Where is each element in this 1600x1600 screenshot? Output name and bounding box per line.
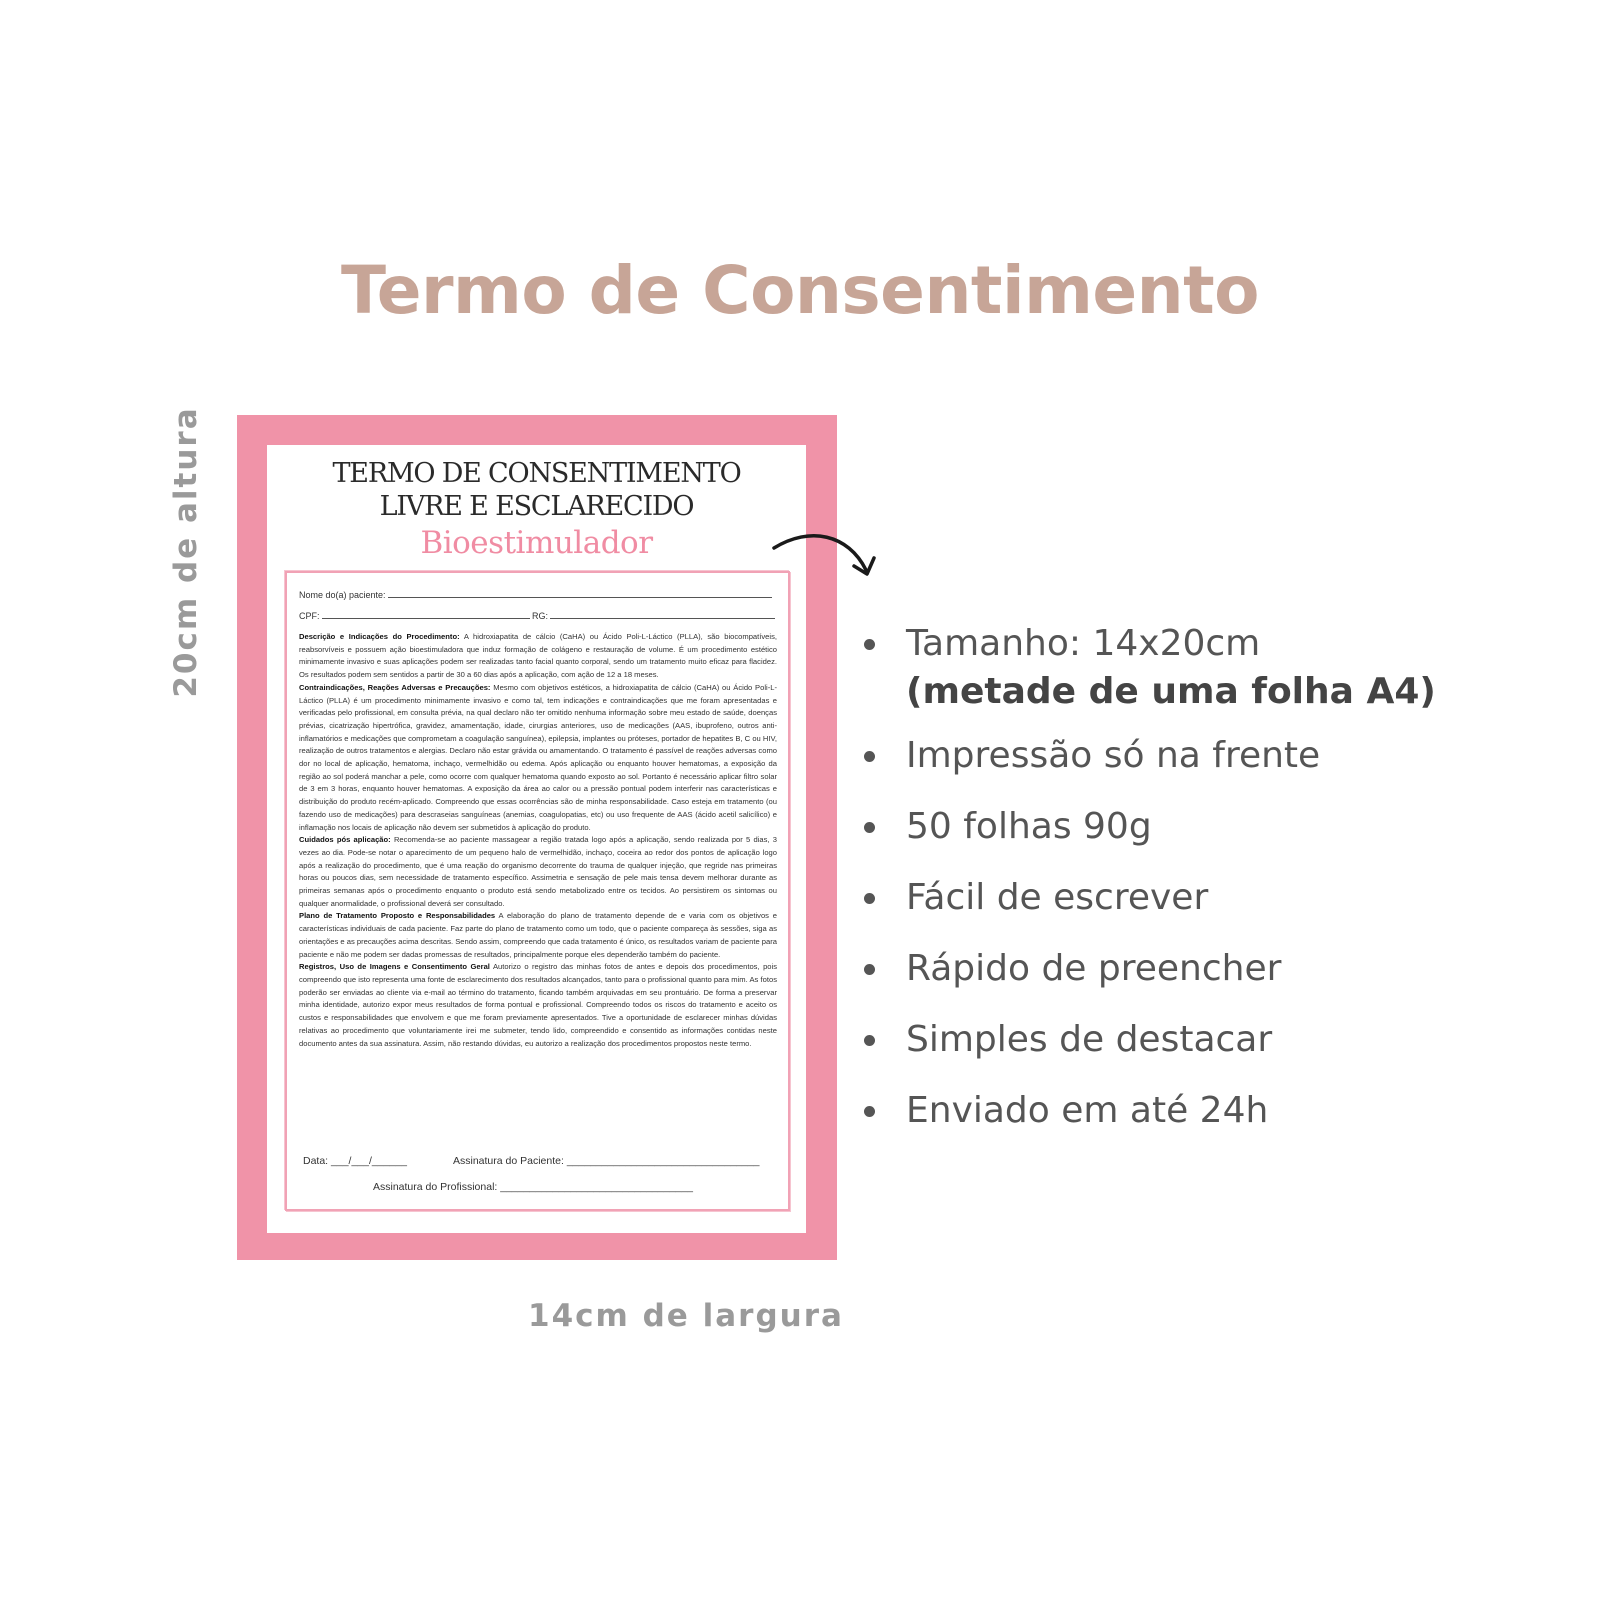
form-section [299, 631, 777, 682]
feature-text: Tamanho: 14x20cm [906, 623, 1261, 664]
width-dimension-label: 14cm de largura [528, 1298, 844, 1334]
rg-label: RG: [532, 611, 549, 621]
section-heading: Cuidados pós aplicação: [299, 835, 391, 845]
feature-item-shipping [870, 1087, 1268, 1135]
section-text: Autorizo o registro das minhas fotos de antes e depois dos procedimentos, pois compreendo que isto representa uma fonte de esclarecimento dos resultados alcançados, tanto para o profissional quanto para mim. As fotos poderão ser enviadas ao cliente via e-mail ao término do tratamento, ficando também arquivadas em seu prontuário. De forma a preservar minha identidade, autorizo expor meus resultados de forma pontual e profissional. Compreendo todos os riscos do tratamento e aceito os custos e responsabilidades que envolvem e que me foram previamente apresentados. Tive a oportunidade de esclarecer minhas dúvidas relativas ao procedimento que voluntariamente irei me submeter, tendo lido, compreendido e consentido as informações contidas neste documento antes da sua assinatura. Assim, não restando dúvidas, eu autorizo a realização dos procedimentos propostos neste termo. [299, 962, 777, 1048]
feature-item-filling [870, 945, 1281, 993]
bullet-icon [864, 822, 875, 833]
rg-line [550, 610, 775, 619]
feature-text: Impressão só na frente [906, 735, 1321, 776]
form-section [299, 961, 777, 1050]
patient-name-line [388, 589, 772, 598]
form-section [299, 682, 777, 834]
form-paper [267, 445, 806, 1233]
page-title: Termo de Consentimento [340, 252, 1260, 329]
height-dimension-label: 20cm de altura [168, 406, 204, 698]
form-section [299, 834, 777, 910]
date-field: Data: ___/___/______ [303, 1155, 407, 1167]
form-subtitle: Bioestimulador [420, 525, 653, 561]
id-fields [299, 610, 775, 621]
bullet-icon [864, 639, 875, 650]
feature-text: Enviado em até 24h [906, 1090, 1269, 1131]
patient-signature-field: Assinatura do Paciente: _________________________________ [453, 1155, 760, 1167]
patient-name-label: Nome do(a) paciente: [299, 590, 386, 600]
feature-item-printing [870, 732, 1320, 780]
feature-text: Simples de destacar [906, 1019, 1273, 1060]
feature-text: Rápido de preencher [906, 948, 1282, 989]
section-text: Recomenda-se ao paciente massagear a região tratada logo após a aplicação, sendo realizada por 5 dias, 3 vezes ao dia. Pode-se notar o aparecimento de um pequeno halo de vermelhidão, inchaço, coceira ao redor dos pontos de aplicação logo após a realização do procedimento, que é uma reação do organismo decorrente do trauma de qualquer injeção, que regride nas primeiras horas ou poucos dias, sem necessidade de tratamento específico. Assimetria e sensação de pele mais tensa devem melhorar durante as primeiras semanas após o procedimento enquanto o produto está sendo metabolizado entre os tecidos. Ao persistirem os sintomas ou qualquer anormalidade, o profissional deverá ser consultado. [299, 835, 777, 908]
feature-text: 50 folhas 90g [906, 806, 1152, 847]
section-text: A hidroxiapatita de cálcio (CaHA) ou Ácido Poli-L-Láctico (PLLA), são biocompatíveis, reabsorvíveis e possuem ação bioestimuladora que induz formação de colágeno e restauração de volume. É um procedimento estético minimamente invasivo e suas aplicações podem ser realizadas tanto facial quanto corporal, sendo um tratamento muito eficaz para flacidez. Os resultados podem sem sentidos a partir de 30 a 60 dias após a aplicação, com ação de 12 a 18 meses. [299, 632, 777, 680]
feature-item-detach [870, 1016, 1272, 1064]
professional-signature-field: Assinatura do Profissional: _________________________________ [373, 1181, 693, 1193]
patient-name-field [299, 589, 772, 600]
feature-text: Fácil de escrever [906, 877, 1209, 918]
form-body-text [299, 631, 777, 1050]
section-text: A elaboração do plano de tratamento depende de e varia com os objetivos e características individuais de cada paciente. Faz parte do plano de tratamento como um todo, que o paciente compareça às sessões, siga as orientações e as precauções acima descritas. Sendo assim, compreendo que cada tratamento é único, os resultados variam de paciente para paciente e não me podem ser dadas promessas de resultados, principalmente porque eles dependerão também do paciente. [299, 911, 777, 959]
form-heading-line-1: TERMO DE CONSENTIMENTO [332, 458, 741, 489]
bullet-icon [864, 1106, 875, 1117]
form-heading-line-2: LIVRE E ESCLARECIDO [379, 491, 694, 522]
bullet-icon [864, 893, 875, 904]
cpf-line [322, 610, 530, 619]
feature-item-sheets [870, 803, 1152, 851]
form-heading [267, 457, 806, 523]
form-section [299, 910, 777, 961]
section-heading: Contraindicações, Reações Adversas e Precauções: [299, 682, 491, 692]
section-heading: Plano de Tratamento Proposto e Responsabilidades [299, 911, 496, 921]
bullet-icon [864, 964, 875, 975]
bullet-icon [864, 1035, 875, 1046]
section-heading: Registros, Uso de Imagens e Consentimento Geral [299, 962, 490, 972]
feature-item-writing [870, 874, 1208, 922]
cpf-label: CPF: [299, 611, 320, 621]
feature-item-size [870, 620, 1436, 716]
form-content-box [285, 571, 790, 1211]
consent-form-preview [237, 415, 837, 1260]
section-heading: Descrição e Indicações do Procedimento: [299, 632, 460, 641]
feature-note: (metade de uma folha A4) [906, 671, 1436, 712]
section-text: Mesmo com objetivos estéticos, a hidroxiapatita de cálcio (CaHA) ou Ácido Poli-L-Láctico (PLLA) é um procedimento minimamente invasivo e como tal, tem indicações e contraindicações que me foram apresentadas e verificadas pelo profissional, em consulta prévia, na qual declaro não ter omitido nenhuma informação sobre meu estado de saúde, doenças prévias, cicatrização hipertrófica, gravidez, amamentação, idade, cirurgias anteriores, uso de medicações (AAS, ibuprofeno, outros anti-inflamatórios e medicações que comprometam a coagulação sanguínea), epilepsia, implantes ou próteses, portador de hepatites B, C ou HIV, realização de outros tratamentos e alergias. Declaro não estar grávida ou amamentando. O tratamento é passível de reações adversas como dor no local de aplicação, hematoma, inchaço, vermelhidão ou edema. Após aplicação ou enquanto houver hematomas, a exposição da região ao sol poderá manchar a pele, como ocorre com qualquer hematoma quando exposto ao sol. Portanto é necessário aplicar filtro solar de 3 em 3 horas, enquanto houver hematomas. A exposição da área ao calor ou a pressão pontual podem interferir nas características e distribuição do produto recém-aplicado. Compreendo que essas ocorrências são de minha responsabilidade. Caso esteja em tratamento (ou fazendo uso de medicações) para descraseias sanguíneas (anemias, coagulopatias, etc) ou uso frequente de AAS (ácido acetil salicílico) e inflamação nos locais de aplicação não devem ser submetidos à aplicação do produto. [299, 682, 777, 832]
curved-arrow-icon [770, 530, 890, 600]
bullet-icon [864, 751, 875, 762]
